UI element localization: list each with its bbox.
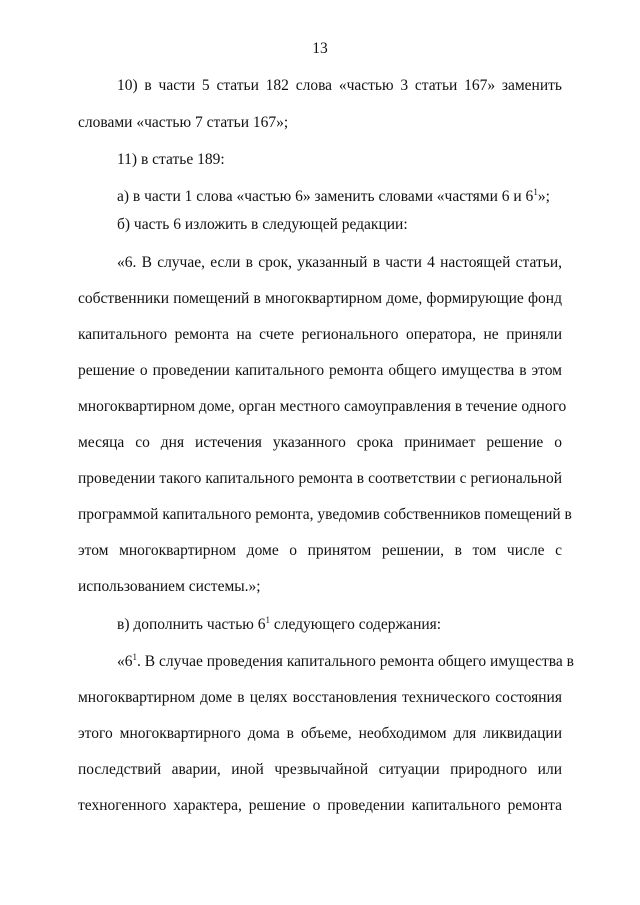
text-line: последствий аварии, иной чрезвычайной ситуации природного или [78,761,562,778]
text-segment: . В случае проведения капитального ремонта общего имущества в [137,653,574,670]
text-line: б) часть 6 изложить в следующей редакции: [117,216,408,233]
text-line [117,616,441,634]
text-line [117,652,574,671]
text-segment: следующего содержания: [269,616,442,633]
text-line: этом многоквартирном доме о принятом решении, в том числе с [78,542,562,559]
text-line: этого многоквартирного дома в объеме, необходимом для ликвидации [78,725,562,742]
text-line: решение о проведении капитального ремонта общего имущества в этом [78,362,562,379]
page-number: 13 [312,40,328,57]
superscript: 1 [533,187,538,197]
text-segment: а) в части 1 слова «частью 6» заменить словами «частями 6 и 6 [117,188,534,205]
text-line: использованием системы.»; [78,578,261,595]
text-segment: «6 [117,653,133,670]
text-line [117,188,550,206]
text-line: «6. В случае, если в срок, указанный в части 4 настоящей статьи, [117,254,562,271]
text-line: капитального ремонта на счете регионального оператора, не приняли [78,326,562,343]
text-line: словами «частью 7 статьи 167»; [78,114,289,131]
superscript: 1 [265,615,270,625]
text-segment: в) дополнить частью 6 [117,616,266,633]
text-line: многоквартирном доме в целях восстановления технического состояния [78,689,562,706]
text-line: техногенного характера, решение о проведении капитального ремонта [78,797,562,814]
text-line: собственники помещений в многоквартирном доме, формирующие фонд [78,290,562,307]
superscript: 1 [132,652,137,662]
text-line: проведении такого капитального ремонта в соответствии с региональной [78,470,562,487]
text-line: 10) в части 5 статьи 182 слова «частью 3 статьи 167» заменить [117,77,562,94]
text-segment: »; [537,188,550,205]
text-line: 11) в статье 189: [117,151,225,168]
text-line: программой капитального ремонта, уведомив собственников помещений в [78,506,572,523]
text-line: месяца со дня истечения указанного срока принимает решение о [78,434,562,451]
text-line: многоквартирном доме, орган местного самоуправления в течение одного [78,398,567,415]
